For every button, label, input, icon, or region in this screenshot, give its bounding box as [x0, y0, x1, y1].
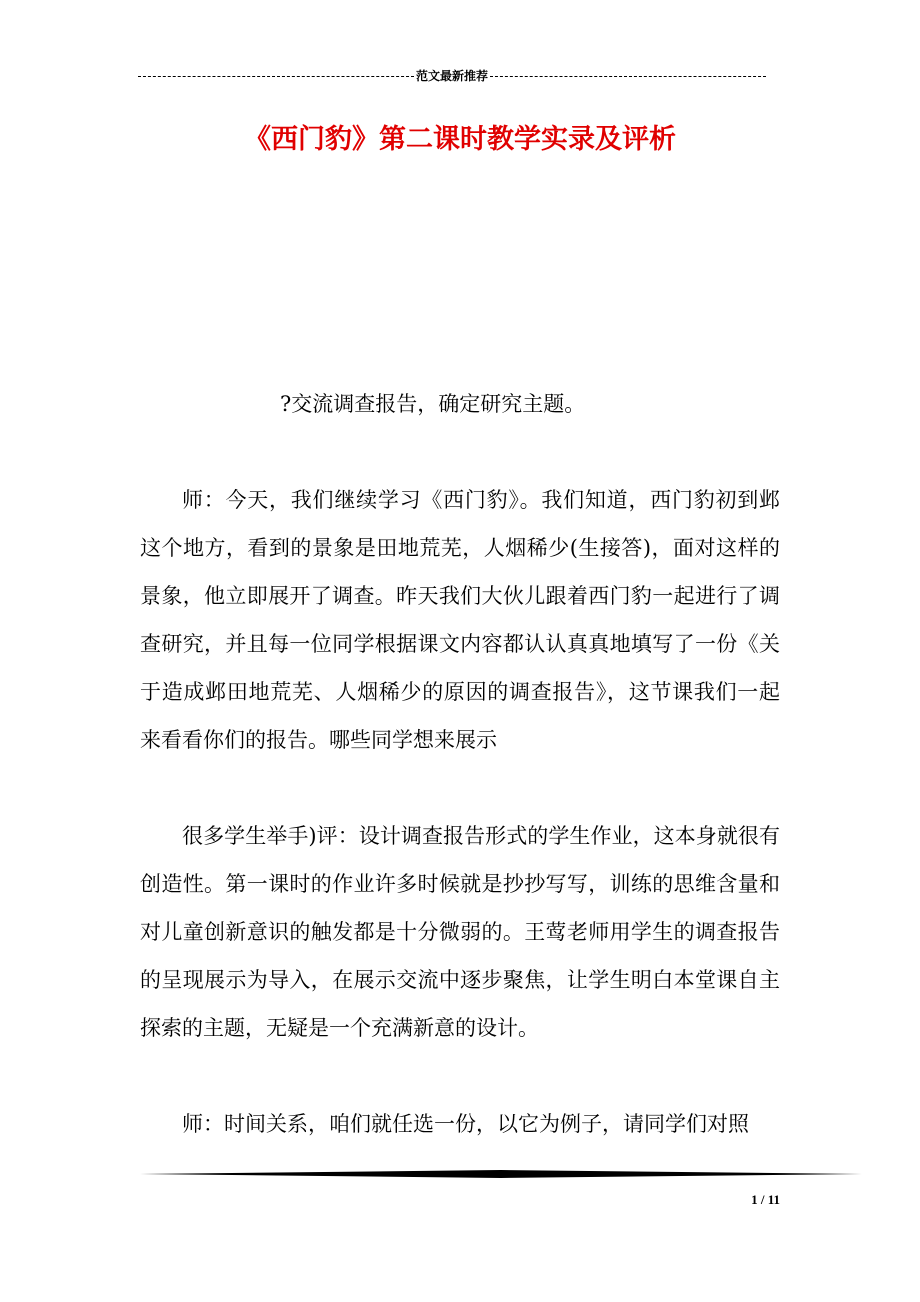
page-number: 1 / 11 [751, 1192, 780, 1207]
header-label: 范文最新推荐 [416, 69, 489, 83]
document-title: 《西门豹》第二课时教学实录及评析 [244, 124, 676, 155]
paragraph-3: 师：时间关系，咱们就任选一份，以它为例子，请同学们对照 [182, 1112, 749, 1136]
document-body [140, 380, 780, 1148]
page-header [138, 68, 766, 84]
header-dashes-left [138, 76, 414, 77]
footer-rule [140, 1170, 862, 1178]
paragraph-2: 很多学生举手)评：设计调查报告形式的学生作业，这本身就很有创造性。第一课时的作业许多时候就是抄抄写写，训练的思维含量和对儿童创新意识的触发都是十分微弱的。王莺老师用学生的调查报告的呈现展示为导入，在展示交流中逐步聚焦，让学生明白本堂课自主探索的主题，无疑是一个充满新意的设计。 [140, 824, 780, 1040]
header-dashes-right [490, 76, 766, 77]
section-heading: ?交流调查报告，确定研究主题。 [280, 392, 586, 416]
paragraph-1: 师：今天，我们继续学习《西门豹》。我们知道，西门豹初到邺这个地方，看到的景象是田地荒芜，人烟稀少(生接答)，面对这样的景象，他立即展开了调查。昨天我们大伙儿跟着西门豹一起进行了调查研究，并且每一位同学根据课文内容都认认真真地填写了一份《关于造成邺田地荒芜、人烟稀少的原因的调查报告》，这节课我们一起来看看你们的报告。哪些同学想来展示 [140, 488, 780, 752]
